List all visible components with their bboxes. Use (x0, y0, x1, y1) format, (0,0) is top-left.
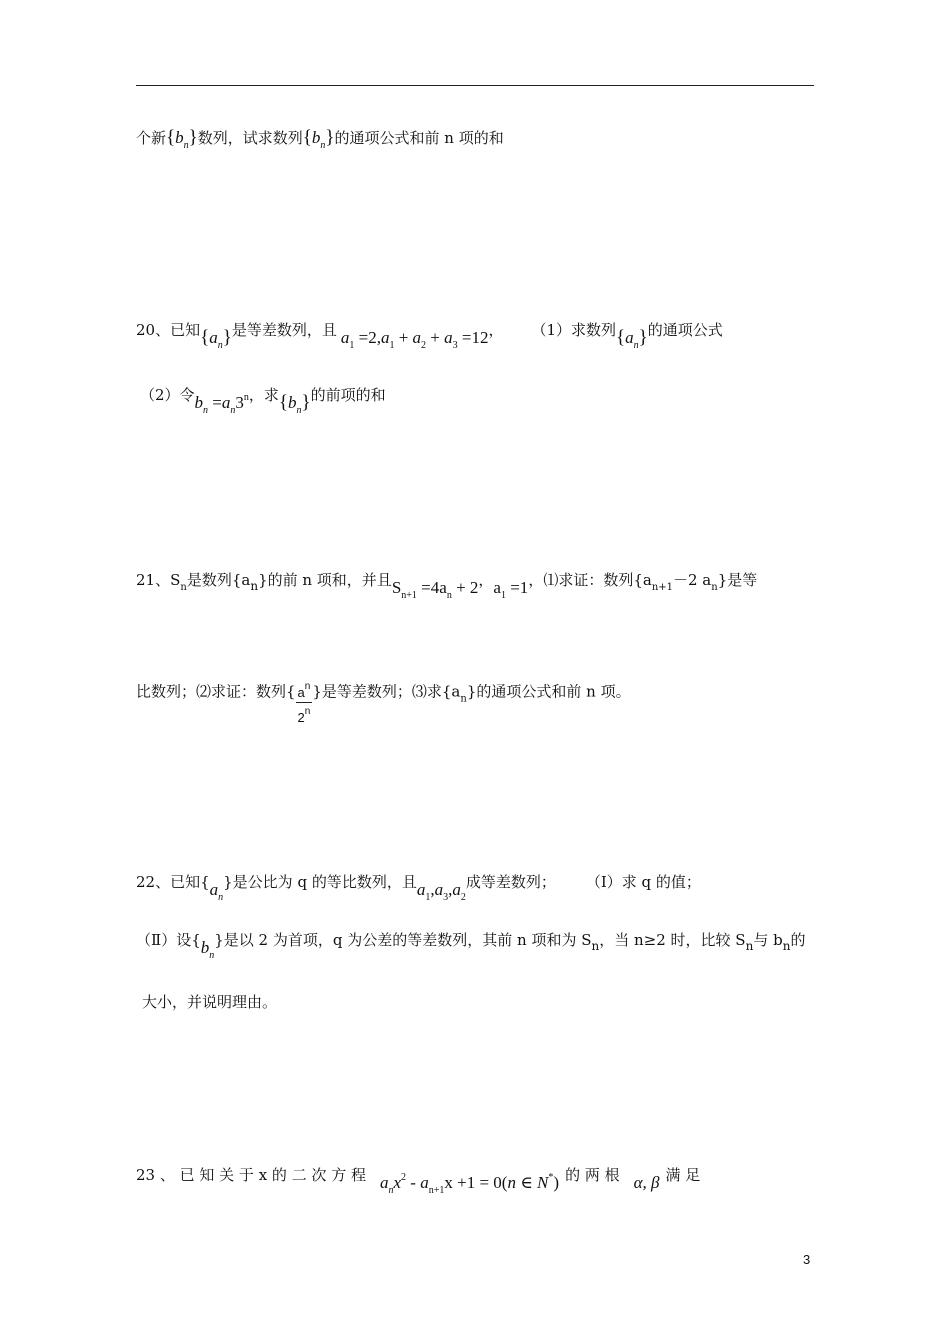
fraction-an-over-2n: $\frac{a^n}{2^n}$ (296, 678, 313, 727)
problem-21-line-1: 21、$S_n$是数列$\{a_n\}$的前 n 项和，并且$S_{n+1} =4a_n + 2$，$a_1 =1$，⑴求证：数列{$a_{n+1}-2$ $a_n$}是等 (136, 571, 758, 601)
problem-20-line-1: 20、已知$\{a_n\}$是等差数列，且 $a_1 =2,a_1 + a_2 + a_3 =12$， （1）求数列$\{a_n\}$的通项公式 (136, 321, 723, 351)
problem-22-line-3: 大小，并说明理由。 (142, 993, 278, 1011)
problem-22-line-2: （Ⅱ）设$\{b_n\}$是以 2 为首项，q 为公差的等差数列，其前 n 项和为 $S_n$，当 n≥2 时，比较 $S_n$与 $b_n$的 (136, 931, 806, 961)
problem-20-line-2: （2）令$b_n =a_n3^n$，求$\{b_n\}$的前项的和 (140, 386, 386, 416)
page-number: 3 (803, 1252, 811, 1267)
problem-23-line-1: 23 、 已 知 关 于 x 的 二 次 方 程 $a_nx^2 - a_{n+1}x +1 = 0(n$ ∈ N*) 的 两 根 α, β 满 足 (136, 1166, 701, 1196)
problem-19-continuation: 个新$\{b_n\}$数列，试求数列$\{b_n\}$的通项公式和前 n 项的和 (136, 127, 504, 151)
problem-21-line-2: 比数列；⑵求证：数列{ $\frac{a^n}{2^n}$ }是等差数列；⑶求$\{a_n\}$的通项公式和前 n 项。 (136, 668, 631, 717)
problem-22-line-1: 22、已知$\{a_n\}$是公比为 q 的等比数列，且$a_1,a_3,a_2$成等差数列； （Ⅰ）求 q 的值； (136, 873, 701, 903)
header-rule (136, 85, 814, 86)
